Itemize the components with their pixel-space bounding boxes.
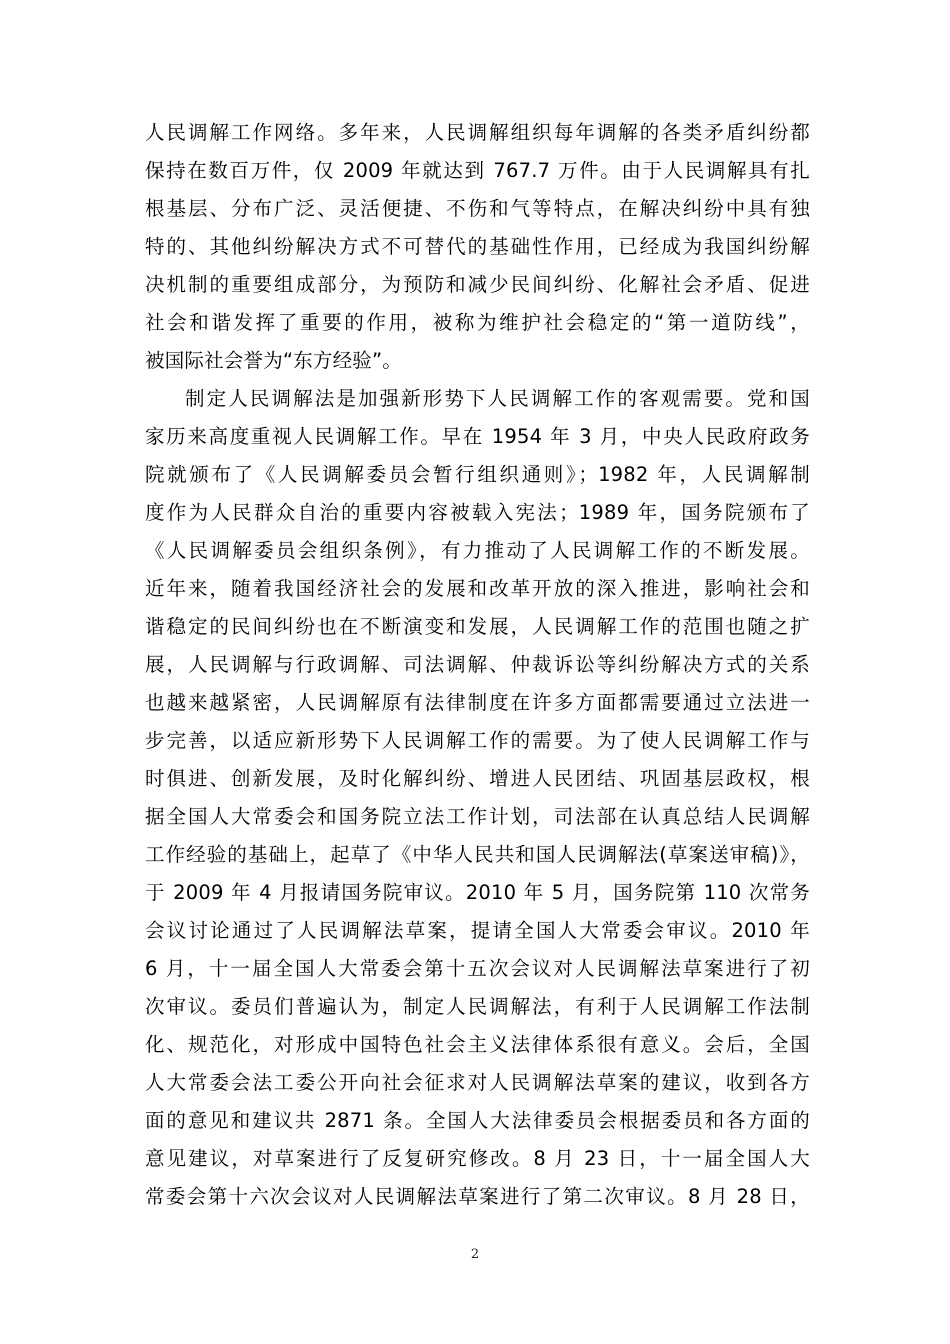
text-line: 于 2009 年 4 月报请国务院审议。2010 年 5 月，国务院第 110 次常务 bbox=[145, 881, 810, 904]
text-line: 决机制的重要组成部分，为预防和减少民间纠纷、化解社会矛盾、促进 bbox=[145, 273, 810, 296]
text-line: 时俱进、创新发展，及时化解纠纷、增进人民团结、巩固基层政权，根 bbox=[145, 767, 810, 790]
text-line: 被国际社会誉为“东方经验”。 bbox=[145, 349, 403, 372]
text-line: 保持在数百万件，仅 2009 年就达到 767.7 万件。由于人民调解具有扎 bbox=[145, 159, 810, 182]
text-line: 会议讨论通过了人民调解法草案，提请全国人大常委会审议。2010 年 bbox=[145, 919, 810, 942]
text-line: 谐稳定的民间纠纷也在不断演变和发展，人民调解工作的范围也随之扩 bbox=[145, 615, 810, 638]
page-number: 2 bbox=[470, 1247, 480, 1262]
text-line: 也越来越紧密，人民调解原有法律制度在许多方面都需要通过立法进一 bbox=[145, 691, 810, 714]
text-line: 家历来高度重视人民调解工作。早在 1954 年 3 月，中央人民政府政务 bbox=[145, 425, 810, 448]
text-line: 《人民调解委员会组织条例》，有力推动了人民调解工作的不断发展。 bbox=[145, 539, 810, 562]
text-line: 次审议。委员们普遍认为，制定人民调解法，有利于人民调解工作法制 bbox=[145, 995, 810, 1018]
text-line: 展，人民调解与行政调解、司法调解、仲裁诉讼等纠纷解决方式的关系 bbox=[145, 653, 810, 676]
text-line: 化、规范化，对形成中国特色社会主义法律体系很有意义。会后，全国 bbox=[145, 1033, 810, 1056]
text-line: 常委会第十六次会议对人民调解法草案进行了第二次审议。8 月 28 日， bbox=[145, 1185, 810, 1208]
text-line: 根基层、分布广泛、灵活便捷、不伤和气等特点，在解决纠纷中具有独 bbox=[145, 197, 810, 220]
text-line: 近年来，随着我国经济社会的发展和改革开放的深入推进，影响社会和 bbox=[145, 577, 810, 600]
text-line: 工作经验的基础上，起草了《中华人民共和国人民调解法(草案送审稿)》， bbox=[145, 843, 810, 866]
text-line: 面的意见和建议共 2871 条。全国人大法律委员会根据委员和各方面的 bbox=[145, 1109, 810, 1132]
text-line: 步完善，以适应新形势下人民调解工作的需要。为了使人民调解工作与 bbox=[145, 729, 810, 752]
text-line: 院就颁布了《人民调解委员会暂行组织通则》；1982 年，人民调解制 bbox=[145, 463, 810, 486]
text-line: 6 月，十一届全国人大常委会第十五次会议对人民调解法草案进行了初 bbox=[145, 957, 810, 980]
text-line: 特的、其他纠纷解决方式不可替代的基础性作用，已经成为我国纠纷解 bbox=[145, 235, 810, 258]
paragraph-1 bbox=[145, 114, 810, 380]
text-line: 人大常委会法工委公开向社会征求对人民调解法草案的建议，收到各方 bbox=[145, 1071, 810, 1094]
text-line: 据全国人大常委会和国务院立法工作计划，司法部在认真总结人民调解 bbox=[145, 805, 810, 828]
text-line: 意见建议，对草案进行了反复研究修改。8 月 23 日，十一届全国人大 bbox=[145, 1147, 810, 1170]
text-line: 人民调解工作网络。多年来，人民调解组织每年调解的各类矛盾纠纷都 bbox=[145, 121, 810, 144]
body-text bbox=[145, 114, 810, 1216]
text-line: 制定人民调解法是加强新形势下人民调解工作的客观需要。党和国 bbox=[185, 387, 810, 410]
paragraph-2 bbox=[145, 380, 810, 1216]
text-line: 度作为人民群众自治的重要内容被载入宪法；1989 年，国务院颁布了 bbox=[145, 501, 810, 524]
text-line: 社会和谐发挥了重要的作用，被称为维护社会稳定的“第一道防线”， bbox=[145, 311, 810, 334]
